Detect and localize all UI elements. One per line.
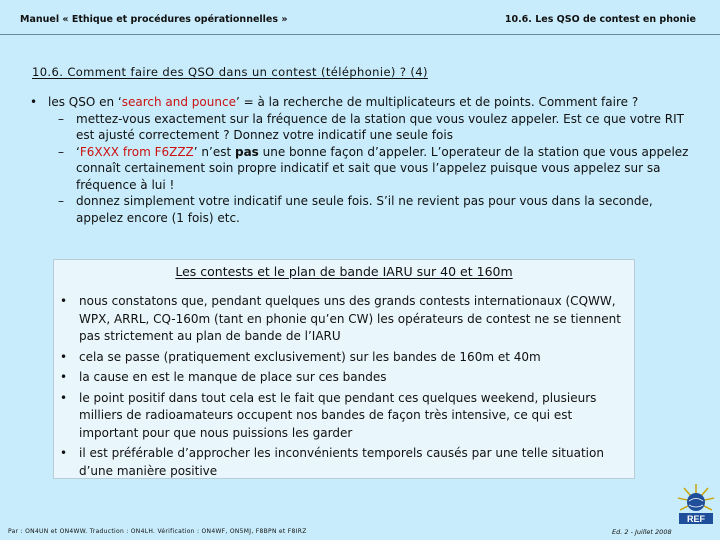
bullet-prefix: les QSO en ‘ [48, 95, 122, 109]
sub-item-mid: ’ n’est [193, 144, 235, 159]
logo-text: REF [687, 514, 705, 524]
band-plan-box [53, 259, 635, 479]
list-item: • le point positif dans tout cela est le fait que pendant ces quelques weekend, plusieurs milliers de radioamateurs occupent nos bandes de façon très intensive, ce qui est important pour que nous puissions les garder [54, 390, 634, 443]
sub-item-frequency [30, 111, 690, 144]
footer-edition: Ed. 2 - Juillet 2008 [612, 528, 672, 536]
page-title: 10.6. Comment faire des QSO dans un contest (téléphonie) ? (4) [32, 65, 428, 79]
sub-item-bold: pas [234, 144, 259, 159]
box-list [54, 293, 634, 480]
sub-item-highlight: F6XXX from F6ZZZ [79, 144, 194, 159]
list-item: • cela se passe (pratiquement exclusivement) sur les bandes de 160m et 40m [54, 349, 634, 367]
sub-item-call-once [30, 193, 690, 226]
bullet-highlight: search and pounce [121, 95, 236, 109]
sub-item-text: mettez-vous exactement sur la fréquence de la station que vous voulez appeler. Est ce que votre RIT est ajusté correctement ? Donnez votre indicatif une seule fois [76, 111, 684, 142]
header-manual-title: Manuel « Ethique et procédures opérationnelles » [20, 14, 288, 25]
header-divider [0, 34, 720, 35]
sub-item-calling [30, 144, 690, 194]
list-item: • il est préférable d’approcher les inconvénients temporels causés par une telle situation d’une manière positive [54, 445, 634, 480]
sub-item-text: donnez simplement votre indicatif une seule fois. S’il ne revient pas pour vous dans la seconde, appelez encore (1 fois) etc. [76, 194, 653, 225]
list-item: • nous constatons que, pendant quelques uns des grands contests internationaux (CQWW, WPX, ARRL, CQ-160m (tant en phonie qu’en CW) les opérateurs de contest ne se tiennent pas strictement au plan de bande de l’IARU [54, 293, 634, 346]
bullet-search-and-pounce [30, 94, 690, 111]
sub-item-quote-open: ‘ [76, 144, 80, 159]
ref-logo-icon [676, 482, 716, 532]
header-section-title: 10.6. Les QSO de contest en phonie [504, 14, 696, 25]
footer-credits: Par : ON4UN et ON4WW. Traduction : ON4LH. Vérification : ON4WF, ON5MJ, F8BPN et F8IRZ [8, 528, 307, 535]
logo-globe [687, 493, 705, 511]
box-title: Les contests et le plan de bande IARU sur 40 et 160m [175, 264, 513, 279]
sub-item-rest: une bonne façon d’appeler. L’operateur de la station que vous appelez connaît certainement soin propre indicatif et sait que vous l’appelez puisque vous appelez sur sa fréquence à lui ! [76, 144, 689, 192]
bullet-suffix: ’ = à la recherche de multiplicateurs et de points. Comment faire ? [235, 95, 639, 109]
list-item: • la cause en est le manque de place sur ces bandes [54, 369, 634, 387]
main-content [30, 94, 690, 226]
